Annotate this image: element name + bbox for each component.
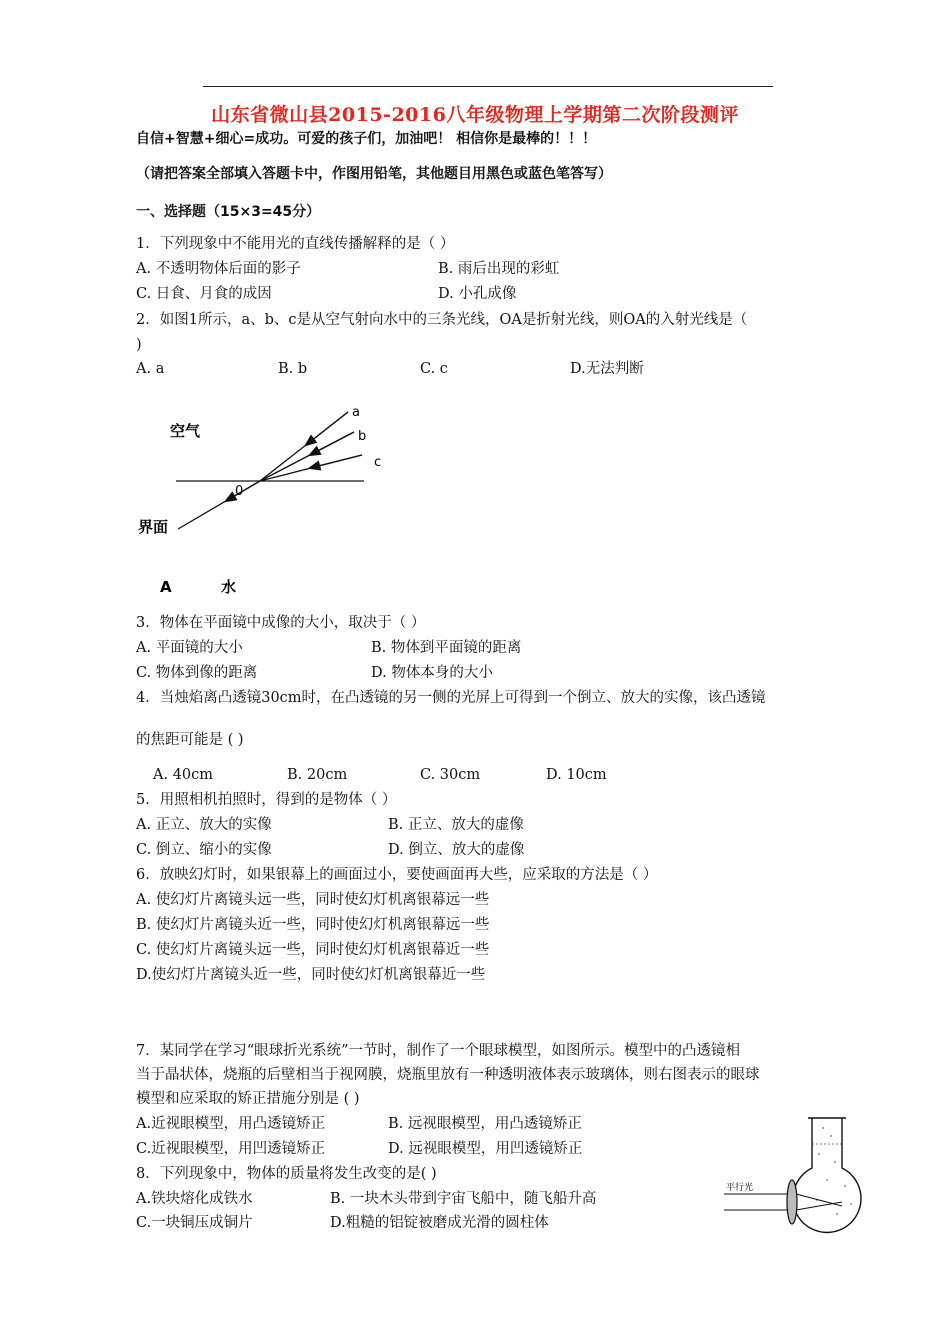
flask-outline <box>793 1118 861 1233</box>
q1-option-a: A. 不透明物体后面的影子 <box>136 261 301 277</box>
label-ray-c: c <box>374 455 382 470</box>
q5-option-b: B. 正立、放大的虚像 <box>388 817 524 833</box>
q7-stem-cont2: 模型和应采取的矫正措施分别是 ( ) <box>136 1091 360 1107</box>
q3-option-d: D. 物体本身的大小 <box>371 665 493 681</box>
q5-option-d: D. 倒立、放大的虚像 <box>388 842 525 858</box>
q2-stem: 2．如图1所示，a、b、c是从空气射向水中的三条光线，OA是折射光线，则OA的入射光线是（ <box>136 312 748 328</box>
label-point-a: A <box>160 578 172 596</box>
q4-option-b: B. 20cm <box>287 767 348 783</box>
label-parallel-light: 平行光 <box>726 1183 754 1193</box>
q8-option-b: B. 一块木头带到宇宙飞船中，随飞船升高 <box>330 1191 597 1207</box>
q6-option-d: D.使幻灯片离镜头近一些，同时使幻灯机离银幕近一些 <box>136 967 486 983</box>
q1-option-c: C. 日食、月食的成因 <box>136 286 272 302</box>
q7-stem-cont: 当于晶状体，烧瓶的后壁相当于视网膜，烧瓶里放有一种透明液体表示玻璃体，则右图表示的眼球 <box>136 1067 760 1083</box>
q3-stem: 3．物体在平面镜中成像的大小，取决于（ ） <box>136 615 426 631</box>
q2-option-a: A. a <box>136 361 165 377</box>
q2-stem-cont: ) <box>136 337 142 353</box>
q2-option-b: B. b <box>278 361 308 377</box>
q7-option-b: B. 远视眼模型，用凸透镜矫正 <box>388 1116 582 1132</box>
q3-option-a: A. 平面镜的大小 <box>136 640 243 656</box>
q6-option-a: A. 使幻灯片离镜头远一些，同时使幻灯机离银幕远一些 <box>136 892 490 908</box>
label-ray-b: b <box>358 429 367 444</box>
q4-stem: 4．当烛焰离凸透镜30cm时，在凸透镜的另一侧的光屏上可得到一个倒立、放大的实像，该凸透镜 <box>136 690 766 706</box>
q8-option-d: D.粗糙的铝锭被磨成光滑的圆柱体 <box>330 1215 549 1231</box>
q5-option-c: C. 倒立、缩小的实像 <box>136 842 272 858</box>
q5-option-a: A. 正立、放大的实像 <box>136 817 272 833</box>
q5-stem: 5．用照相机拍照时，得到的是物体（ ） <box>136 792 397 808</box>
q1-stem: 1．下列现象中不能用光的直线传播解释的是（ ） <box>136 236 455 252</box>
q6-option-b: B. 使幻灯片离镜头近一些，同时使幻灯机离银幕远一些 <box>136 917 490 933</box>
q7-option-d: D. 远视眼模型，用凹透镜矫正 <box>388 1141 583 1157</box>
q3-option-b: B. 物体到平面镜的距离 <box>371 640 522 656</box>
q6-stem: 6．放映幻灯时，如果银幕上的画面过小，要使画面再大些，应采取的方法是（ ） <box>136 867 658 883</box>
label-air: 空气 <box>170 422 201 440</box>
ray-a-arrow <box>306 412 348 445</box>
convex-lens <box>787 1180 797 1224</box>
q8-option-c: C.一块铜压成铜片 <box>136 1215 253 1231</box>
q1-option-d: D. 小孔成像 <box>438 286 517 302</box>
q7-option-c: C.近视眼模型，用凹透镜矫正 <box>136 1141 326 1157</box>
label-point-o: 0 <box>235 484 244 499</box>
q7-option-a: A.近视眼模型，用凸透镜矫正 <box>136 1116 326 1132</box>
q6-option-c: C. 使幻灯片离镜头远一些，同时使幻灯机离银幕近一些 <box>136 942 490 958</box>
q1-option-b: B. 雨后出现的彩虹 <box>438 261 560 277</box>
q7-stem: 7．某同学在学习“眼球折光系统”一节时，制作了一个眼球模型，如图所示。模型中的凸透镜相 <box>136 1043 741 1059</box>
ray-c-arrow <box>310 455 362 468</box>
label-interface: 界面 <box>138 518 169 536</box>
q4-stem-cont: 的焦距可能是 ( ) <box>136 732 244 748</box>
refraction-diagram <box>130 398 400 608</box>
q3-option-c: C. 物体到像的距离 <box>136 665 258 681</box>
ray-b-arrow <box>310 432 354 455</box>
section-heading: 一、选择题（15×3=45分） <box>136 204 321 220</box>
q4-option-a: A. 40cm <box>153 767 214 783</box>
converging-ray-1 <box>796 1194 842 1206</box>
eye-model-diagram <box>718 1110 868 1250</box>
header-rule <box>203 86 773 87</box>
label-ray-a: a <box>352 405 360 420</box>
q2-option-c: C. c <box>420 361 448 377</box>
motto: 自信+智慧+细心=成功。可爱的孩子们，加油吧！ 相信你是最棒的！！！ <box>136 131 597 147</box>
q2-option-d: D.无法判断 <box>570 361 644 377</box>
instruction: （请把答案全部填入答题卡中，作图用铅笔，其他题目用黑色或蓝色笔答写） <box>136 166 612 182</box>
converging-ray-2 <box>796 1202 842 1210</box>
label-water: 水 <box>221 578 237 596</box>
page-title: 山东省微山县2015-2016八年级物理上学期第二次阶段测评 <box>211 104 739 126</box>
q4-option-c: C. 30cm <box>420 767 481 783</box>
q8-option-a: A.铁块熔化成铁水 <box>136 1191 253 1207</box>
q4-option-d: D. 10cm <box>546 767 607 783</box>
q8-stem: 8．下列现象中，物体的质量将发生改变的是( ) <box>136 1166 437 1182</box>
